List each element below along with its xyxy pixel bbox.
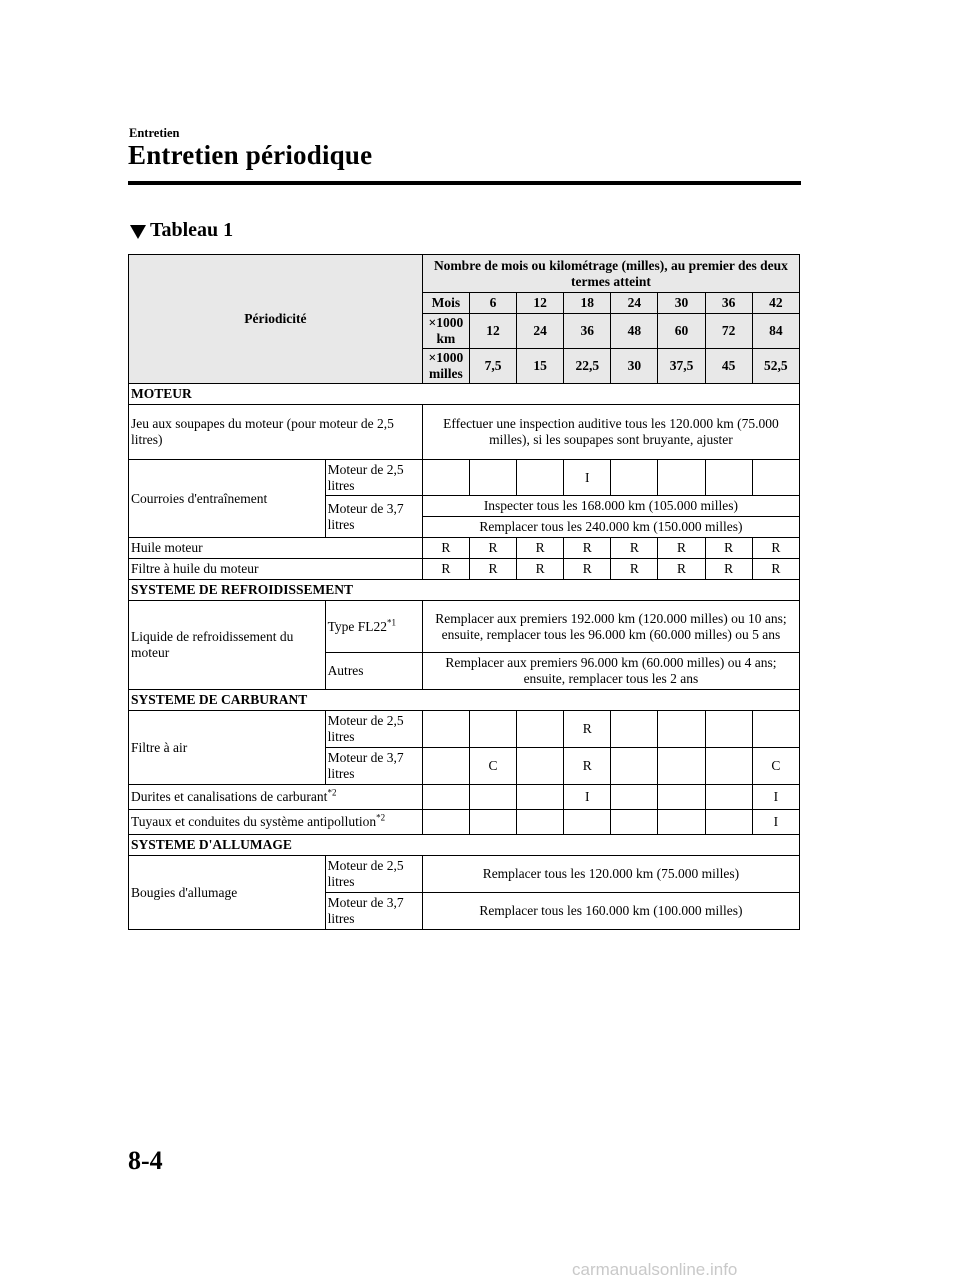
page-title: Entretien périodique xyxy=(128,140,373,170)
evap-hoses-item xyxy=(129,810,423,835)
schedule-cell xyxy=(705,785,752,810)
periodicite-header: Périodicité xyxy=(129,255,423,384)
maintenance-schedule-table xyxy=(128,254,800,930)
month-cell: 18 xyxy=(564,293,611,314)
km-label: ×1000 km xyxy=(422,314,469,349)
month-cell: 24 xyxy=(611,293,658,314)
spark-plugs-item: Bougies d'allumage xyxy=(129,856,326,930)
section-refroidissement: SYSTEME DE REFROIDISSEMENT xyxy=(129,580,800,601)
km-cell: 48 xyxy=(611,314,658,349)
table-row xyxy=(129,601,800,653)
schedule-cell xyxy=(611,711,658,748)
section-carburant: SYSTEME DE CARBURANT xyxy=(129,690,800,711)
schedule-cell xyxy=(752,460,799,496)
schedule-cell xyxy=(517,748,564,785)
miles-cell: 22,5 xyxy=(564,349,611,384)
schedule-cell: R xyxy=(658,559,705,580)
table-row xyxy=(129,559,800,580)
table-row xyxy=(129,460,800,496)
coolant-item: Liquide de refroidissement du moteur xyxy=(129,601,326,690)
evap-hoses-text: Tuyaux et conduites du système antipollution xyxy=(131,814,377,829)
schedule-cell xyxy=(705,748,752,785)
schedule-cell: R xyxy=(517,538,564,559)
coolant-other-label: Autres xyxy=(325,653,422,690)
schedule-cell: R xyxy=(611,538,658,559)
engine-25-label: Moteur de 2,5 litres xyxy=(325,711,422,748)
schedule-cell xyxy=(422,810,469,835)
month-cell: 12 xyxy=(517,293,564,314)
km-cell: 36 xyxy=(564,314,611,349)
engine-37-label: Moteur de 3,7 litres xyxy=(325,893,422,930)
schedule-cell: R xyxy=(517,559,564,580)
schedule-cell xyxy=(611,785,658,810)
oil-filter-item: Filtre à huile du moteur xyxy=(129,559,423,580)
km-cell: 84 xyxy=(752,314,799,349)
schedule-cell: R xyxy=(564,538,611,559)
footnote-mark: *2 xyxy=(376,812,386,823)
table-row xyxy=(129,538,800,559)
section-allumage: SYSTEME D'ALLUMAGE xyxy=(129,835,800,856)
schedule-cell: I xyxy=(564,460,611,496)
schedule-cell: R xyxy=(422,538,469,559)
schedule-cell: R xyxy=(705,538,752,559)
schedule-cell: R xyxy=(564,559,611,580)
schedule-cell xyxy=(752,711,799,748)
miles-cell: 52,5 xyxy=(752,349,799,384)
schedule-cell xyxy=(658,460,705,496)
km-cell: 72 xyxy=(705,314,752,349)
miles-cell: 37,5 xyxy=(658,349,705,384)
schedule-cell: I xyxy=(564,785,611,810)
schedule-cell: R xyxy=(752,538,799,559)
schedule-cell xyxy=(469,785,516,810)
schedule-cell: C xyxy=(752,748,799,785)
triangle-down-icon xyxy=(130,225,146,239)
engine-37-label: Moteur de 3,7 litres xyxy=(325,748,422,785)
table-heading xyxy=(130,219,233,242)
km-cell: 24 xyxy=(517,314,564,349)
schedule-cell xyxy=(705,460,752,496)
month-cell: 30 xyxy=(658,293,705,314)
schedule-cell: R xyxy=(564,711,611,748)
miles-label: ×1000 milles xyxy=(422,349,469,384)
table-row xyxy=(129,856,800,893)
schedule-cell: R xyxy=(422,559,469,580)
schedule-cell xyxy=(705,810,752,835)
watermark: carmanualsonline.info xyxy=(572,1260,738,1279)
valve-clearance-note: Effectuer une inspection auditive tous les 120.000 km (75.000 milles), si les soupapes sont bruyante, ajuster xyxy=(422,405,799,460)
fuel-lines-item xyxy=(129,785,423,810)
miles-cell: 15 xyxy=(517,349,564,384)
interval-caption: Nombre de mois ou kilométrage (milles), au premier des deux termes atteint xyxy=(422,255,799,293)
table-row xyxy=(129,405,800,460)
miles-cell: 45 xyxy=(705,349,752,384)
engine-25-label: Moteur de 2,5 litres xyxy=(325,460,422,496)
engine-25-label: Moteur de 2,5 litres xyxy=(325,856,422,893)
page-number: 8-4 xyxy=(128,1146,163,1175)
schedule-cell xyxy=(564,810,611,835)
km-cell: 60 xyxy=(658,314,705,349)
schedule-cell xyxy=(517,810,564,835)
title-rule xyxy=(128,181,801,185)
belts-37-inspect: Inspecter tous les 168.000 km (105.000 milles) xyxy=(422,496,799,517)
schedule-cell xyxy=(658,748,705,785)
months-label: Mois xyxy=(422,293,469,314)
drive-belts-item: Courroies d'entraînement xyxy=(129,460,326,538)
schedule-cell: R xyxy=(564,748,611,785)
miles-cell: 30 xyxy=(611,349,658,384)
schedule-cell xyxy=(422,785,469,810)
miles-cell: 7,5 xyxy=(469,349,516,384)
schedule-cell xyxy=(469,810,516,835)
schedule-cell xyxy=(422,748,469,785)
schedule-cell: R xyxy=(705,559,752,580)
valve-clearance-item: Jeu aux soupapes du moteur (pour moteur de 2,5 litres) xyxy=(129,405,423,460)
km-cell: 12 xyxy=(469,314,516,349)
air-filter-item: Filtre à air xyxy=(129,711,326,785)
coolant-other-text: Remplacer aux premiers 96.000 km (60.000 milles) ou 4 ans; ensuite, remplacer tous les 2 ans xyxy=(422,653,799,690)
plugs-37-text: Remplacer tous les 160.000 km (100.000 milles) xyxy=(422,893,799,930)
fuel-lines-text: Durites et canalisations de carburant xyxy=(131,789,328,804)
engine-oil-item: Huile moteur xyxy=(129,538,423,559)
section-moteur: MOTEUR xyxy=(129,384,800,405)
belts-37-replace: Remplacer tous les 240.000 km (150.000 milles) xyxy=(422,517,799,538)
schedule-cell: R xyxy=(752,559,799,580)
schedule-cell: C xyxy=(469,748,516,785)
schedule-cell: I xyxy=(752,810,799,835)
schedule-cell xyxy=(517,460,564,496)
schedule-cell xyxy=(658,711,705,748)
schedule-cell: R xyxy=(611,559,658,580)
coolant-fl22-label xyxy=(325,601,422,653)
table-heading-text: Tableau 1 xyxy=(150,219,234,241)
table-row xyxy=(129,785,800,810)
schedule-cell xyxy=(705,711,752,748)
coolant-fl22-text-cell: Remplacer aux premiers 192.000 km (120.000 milles) ou 10 ans; ensuite, remplacer tous les 96.000 km (60.000 milles) ou 5 ans xyxy=(422,601,799,653)
schedule-cell xyxy=(658,810,705,835)
schedule-cell xyxy=(422,711,469,748)
section-label: Entretien xyxy=(129,126,180,140)
schedule-cell xyxy=(517,785,564,810)
schedule-cell xyxy=(611,810,658,835)
table-row xyxy=(129,711,800,748)
schedule-cell xyxy=(422,460,469,496)
schedule-cell xyxy=(611,748,658,785)
schedule-cell xyxy=(611,460,658,496)
coolant-fl22-text: Type FL22 xyxy=(327,618,387,634)
table-row xyxy=(129,810,800,835)
footnote-mark: *2 xyxy=(327,787,337,798)
schedule-cell xyxy=(517,711,564,748)
month-cell: 36 xyxy=(705,293,752,314)
footnote-mark: *1 xyxy=(387,617,396,627)
month-cell: 42 xyxy=(752,293,799,314)
plugs-25-text: Remplacer tous les 120.000 km (75.000 milles) xyxy=(422,856,799,893)
schedule-cell: R xyxy=(469,538,516,559)
schedule-cell xyxy=(658,785,705,810)
schedule-cell: I xyxy=(752,785,799,810)
engine-37-label: Moteur de 3,7 litres xyxy=(325,496,422,538)
schedule-cell: R xyxy=(469,559,516,580)
month-cell: 6 xyxy=(469,293,516,314)
schedule-cell xyxy=(469,711,516,748)
schedule-cell xyxy=(469,460,516,496)
schedule-cell: R xyxy=(658,538,705,559)
